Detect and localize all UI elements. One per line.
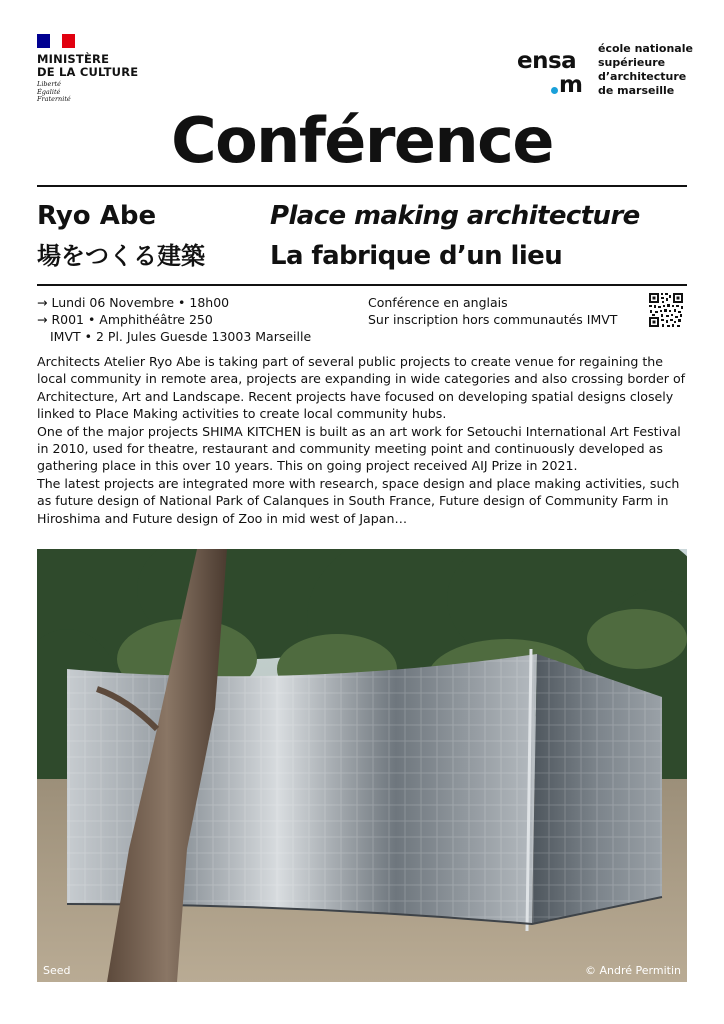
divider-top [37,185,687,187]
project-photo [37,549,687,982]
event-date: → Lundi 06 Novembre • 18h00 [37,295,230,310]
talk-title-en: Place making architecture [270,201,640,231]
qr-code-icon[interactable] [648,292,684,328]
school-logo-line1: ensa [517,48,577,74]
speaker-block [37,198,205,274]
ministry-name-line2: DE LA CULTURE [37,65,139,79]
page-title: Conférence [171,104,553,177]
speaker-name: Ryo Abe [37,201,157,231]
event-address: IMVT • 2 Pl. Jules Guesde 13003 Marseille [50,329,312,344]
event-registration: Sur inscription hors communautés IMVT [368,312,618,327]
french-flag-icon [37,34,75,48]
school-name: école nationale supérieure d’architecture de marseille [598,42,693,97]
event-details [37,294,311,345]
speaker-name-jp: 場をつくる建築 [37,242,205,270]
photo-credit: © André Permitin [585,964,681,977]
description-paragraph-3: The latest projects are integrated more with research, space design and place making activities, such as future design of National Park of Calanques in South France, Future design of Community Farm in Hiroshima and Future design of Zoo in mid west of Japan… [37,475,680,526]
school-logo-line2: m [559,72,583,98]
talk-title-block [270,198,700,274]
project-photo-illustration [37,549,687,982]
photo-caption: Seed [43,964,71,977]
ministry-logo [37,34,138,104]
ministry-motto: Liberté Égalité Fraternité [37,80,71,104]
talk-title-fr: La fabrique d’un lieu [270,241,563,271]
event-notes [368,294,617,328]
description [37,353,689,527]
school-logo [517,42,697,102]
divider-bottom [37,284,687,286]
description-paragraph-2: One of the major projects SHIMA KITCHEN is built as an art work for Setouchi International Art Festival in 2010, used for theatre, restaurant and community meeting point and continuously developed as gathering place in this over 10 years. This on going project received AIJ Prize in 2021. [37,423,681,474]
school-logo-dot [551,87,558,94]
event-room: → R001 • Amphithéâtre 250 [37,312,213,327]
description-paragraph-1: Architects Atelier Ryo Abe is taking part of several public projects to create venue for regaining the local community in remote area, projects are expanding in wide categories and also crossing border of Architecture, Art and Landscape. Recent projects have focused on developing spatial designs closely linked to Place Making activities to create local community hubs. [37,354,686,422]
event-language: Conférence en anglais [368,295,508,310]
ministry-name-line1: MINISTÈRE [37,52,110,66]
